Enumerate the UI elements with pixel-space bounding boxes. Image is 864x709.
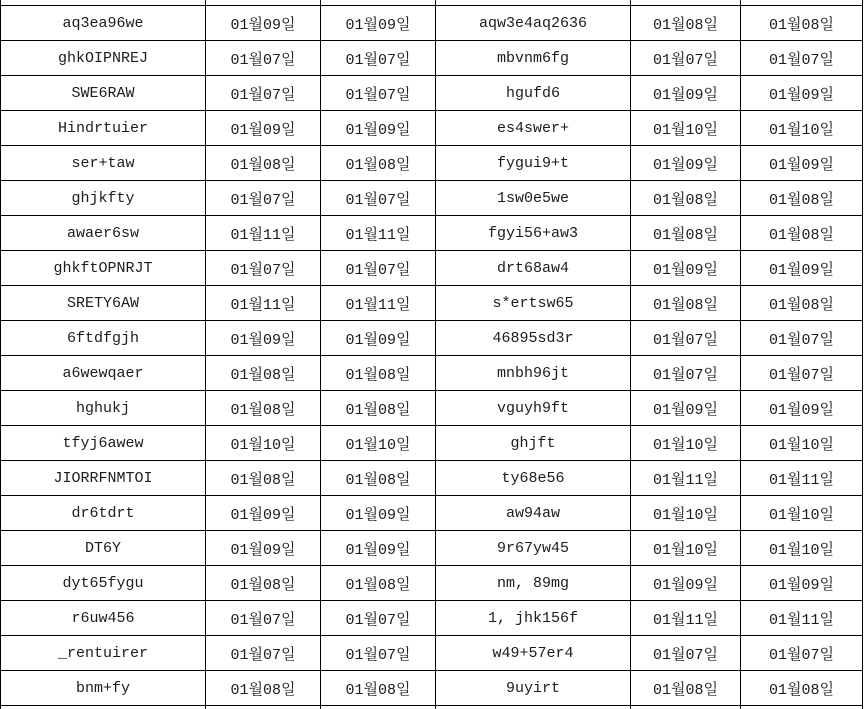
table-row bbox=[1, 391, 863, 426]
date-cell[interactable]: 01월08일 bbox=[321, 391, 436, 426]
date-cell[interactable]: 01월11일 bbox=[321, 286, 436, 321]
date-cell[interactable]: 01월08일 bbox=[741, 181, 863, 216]
item-name-cell[interactable]: ser+taw bbox=[1, 146, 206, 181]
item-name-cell[interactable]: es4swer+ bbox=[436, 111, 631, 146]
item-name-cell[interactable]: ghjkfty bbox=[1, 181, 206, 216]
table-row bbox=[1, 461, 863, 496]
item-name-cell[interactable]: awaer6sw bbox=[1, 216, 206, 251]
date-cell[interactable]: 01월08일 bbox=[741, 216, 863, 251]
item-name-cell[interactable]: drt68aw4 bbox=[436, 251, 631, 286]
date-cell[interactable]: 01월07일 bbox=[321, 601, 436, 636]
item-name-cell[interactable]: ghkftOPNRJT bbox=[1, 251, 206, 286]
table-row bbox=[1, 601, 863, 636]
date-cell[interactable]: 01월07일 bbox=[741, 636, 863, 671]
item-name-cell[interactable]: SWE6RAW bbox=[1, 76, 206, 111]
item-name-cell[interactable]: hghukj bbox=[1, 391, 206, 426]
date-cell[interactable]: 01월07일 bbox=[741, 321, 863, 356]
date-cell[interactable]: 01월09일 bbox=[321, 531, 436, 566]
item-name-cell[interactable]: r6uw456 bbox=[1, 601, 206, 636]
date-cell[interactable]: 01월07일 bbox=[206, 601, 321, 636]
date-cell[interactable]: 01월09일 bbox=[206, 531, 321, 566]
date-cell[interactable]: 01월10일 bbox=[206, 426, 321, 461]
date-cell[interactable]: 01월08일 bbox=[321, 566, 436, 601]
clipped-cell[interactable] bbox=[321, 706, 436, 709]
date-cell[interactable]: 01월08일 bbox=[631, 6, 741, 41]
date-cell[interactable]: 01월08일 bbox=[741, 286, 863, 321]
table-row bbox=[1, 671, 863, 706]
item-name-cell[interactable]: vguyh9ft bbox=[436, 391, 631, 426]
date-cell[interactable]: 01월11일 bbox=[631, 461, 741, 496]
date-cell[interactable]: 01월09일 bbox=[206, 111, 321, 146]
date-cell[interactable]: 01월10일 bbox=[631, 426, 741, 461]
item-name-cell[interactable]: ty68e56 bbox=[436, 461, 631, 496]
item-name-cell[interactable]: tfyj6awew bbox=[1, 426, 206, 461]
clipped-row-bottom bbox=[1, 706, 863, 709]
date-cell[interactable]: 01월08일 bbox=[206, 671, 321, 706]
date-cell[interactable]: 01월08일 bbox=[321, 356, 436, 391]
item-name-cell[interactable]: mnbh96jt bbox=[436, 356, 631, 391]
date-cell[interactable]: 01월09일 bbox=[741, 146, 863, 181]
item-name-cell[interactable]: SRETY6AW bbox=[1, 286, 206, 321]
date-cell[interactable]: 01월07일 bbox=[321, 251, 436, 286]
date-cell[interactable]: 01월07일 bbox=[741, 356, 863, 391]
item-name-cell[interactable]: s*ertsw65 bbox=[436, 286, 631, 321]
item-name-cell[interactable]: ghkOIPNREJ bbox=[1, 41, 206, 76]
table-row bbox=[1, 286, 863, 321]
date-cell[interactable]: 01월09일 bbox=[321, 321, 436, 356]
table-row bbox=[1, 146, 863, 181]
date-cell[interactable]: 01월09일 bbox=[631, 391, 741, 426]
date-cell[interactable]: 01월07일 bbox=[206, 251, 321, 286]
item-name-cell[interactable]: DT6Y bbox=[1, 531, 206, 566]
table-row bbox=[1, 111, 863, 146]
item-name-cell[interactable]: ghjft bbox=[436, 426, 631, 461]
date-cell[interactable]: 01월09일 bbox=[321, 111, 436, 146]
date-cell[interactable]: 01월07일 bbox=[741, 41, 863, 76]
clipped-cell[interactable] bbox=[741, 706, 863, 709]
clipped-cell[interactable] bbox=[1, 706, 206, 709]
date-cell[interactable]: 01월07일 bbox=[206, 76, 321, 111]
item-name-cell[interactable]: JIORRFNMTOI bbox=[1, 461, 206, 496]
date-cell[interactable]: 01월09일 bbox=[321, 496, 436, 531]
item-name-cell[interactable]: 1, jhk156f bbox=[436, 601, 631, 636]
date-cell[interactable]: 01월09일 bbox=[741, 251, 863, 286]
date-cell[interactable]: 01월11일 bbox=[741, 601, 863, 636]
item-name-cell[interactable]: 46895sd3r bbox=[436, 321, 631, 356]
date-cell[interactable]: 01월07일 bbox=[631, 636, 741, 671]
item-name-cell[interactable]: dr6tdrt bbox=[1, 496, 206, 531]
date-cell[interactable]: 01월08일 bbox=[631, 671, 741, 706]
table-row bbox=[1, 216, 863, 251]
date-cell[interactable]: 01월09일 bbox=[631, 251, 741, 286]
table-row bbox=[1, 6, 863, 41]
date-cell[interactable]: 01월07일 bbox=[206, 181, 321, 216]
date-cell[interactable]: 01월09일 bbox=[206, 496, 321, 531]
clipped-cell[interactable] bbox=[206, 706, 321, 709]
date-cell[interactable]: 01월11일 bbox=[321, 216, 436, 251]
item-name-cell[interactable]: bnm+fy bbox=[1, 671, 206, 706]
date-cell[interactable]: 01월08일 bbox=[321, 671, 436, 706]
table-row bbox=[1, 321, 863, 356]
date-cell[interactable]: 01월09일 bbox=[631, 146, 741, 181]
table-row bbox=[1, 636, 863, 671]
item-name-cell[interactable]: aq3ea96we bbox=[1, 6, 206, 41]
clipped-cell[interactable] bbox=[631, 706, 741, 709]
date-cell[interactable]: 01월08일 bbox=[631, 181, 741, 216]
table-row bbox=[1, 41, 863, 76]
item-name-cell[interactable]: 9uyirt bbox=[436, 671, 631, 706]
table-row bbox=[1, 356, 863, 391]
date-cell[interactable]: 01월10일 bbox=[741, 426, 863, 461]
item-name-cell[interactable]: mbvnm6fg bbox=[436, 41, 631, 76]
item-name-cell[interactable]: 9r67yw45 bbox=[436, 531, 631, 566]
date-cell[interactable]: 01월08일 bbox=[741, 671, 863, 706]
date-cell[interactable]: 01월09일 bbox=[741, 566, 863, 601]
date-cell[interactable]: 01월07일 bbox=[631, 321, 741, 356]
item-name-cell[interactable]: 6ftdfgjh bbox=[1, 321, 206, 356]
table-row bbox=[1, 426, 863, 461]
date-cell[interactable]: 01월08일 bbox=[206, 146, 321, 181]
item-name-cell[interactable]: Hindrtuier bbox=[1, 111, 206, 146]
date-cell[interactable]: 01월09일 bbox=[206, 6, 321, 41]
date-cell[interactable]: 01월11일 bbox=[206, 216, 321, 251]
date-cell[interactable]: 01월10일 bbox=[741, 531, 863, 566]
date-cell[interactable]: 01월07일 bbox=[206, 636, 321, 671]
date-cell[interactable]: 01월11일 bbox=[631, 601, 741, 636]
date-cell[interactable]: 01월10일 bbox=[631, 496, 741, 531]
date-cell[interactable]: 01월10일 bbox=[631, 531, 741, 566]
item-name-cell[interactable]: fgyi56+aw3 bbox=[436, 216, 631, 251]
item-name-cell[interactable]: aw94aw bbox=[436, 496, 631, 531]
item-name-cell[interactable]: a6wewqaer bbox=[1, 356, 206, 391]
date-cell[interactable]: 01월08일 bbox=[206, 461, 321, 496]
date-cell[interactable]: 01월10일 bbox=[631, 111, 741, 146]
date-cell[interactable]: 01월10일 bbox=[321, 426, 436, 461]
date-cell[interactable]: 01월11일 bbox=[206, 286, 321, 321]
table-body bbox=[1, 0, 863, 709]
item-name-cell[interactable]: _rentuirer bbox=[1, 636, 206, 671]
date-cell[interactable]: 01월08일 bbox=[631, 216, 741, 251]
date-cell[interactable]: 01월09일 bbox=[321, 6, 436, 41]
table-row bbox=[1, 76, 863, 111]
date-cell[interactable]: 01월11일 bbox=[741, 461, 863, 496]
date-cell[interactable]: 01월10일 bbox=[741, 111, 863, 146]
item-name-cell[interactable]: fygui9+t bbox=[436, 146, 631, 181]
table-row bbox=[1, 251, 863, 286]
item-name-cell[interactable]: nm, 89mg bbox=[436, 566, 631, 601]
item-name-cell[interactable]: hgufd6 bbox=[436, 76, 631, 111]
date-cell[interactable]: 01월07일 bbox=[321, 181, 436, 216]
date-cell[interactable]: 01월08일 bbox=[741, 6, 863, 41]
date-cell[interactable]: 01월07일 bbox=[321, 41, 436, 76]
date-cell[interactable]: 01월07일 bbox=[206, 41, 321, 76]
date-cell[interactable]: 01월08일 bbox=[206, 356, 321, 391]
item-name-cell[interactable]: aqw3e4aq2636 bbox=[436, 6, 631, 41]
date-cell[interactable]: 01월09일 bbox=[741, 76, 863, 111]
table-row bbox=[1, 181, 863, 216]
clipped-cell[interactable] bbox=[436, 706, 631, 709]
date-cell[interactable]: 01월09일 bbox=[631, 76, 741, 111]
item-name-cell[interactable]: dyt65fygu bbox=[1, 566, 206, 601]
date-cell[interactable]: 01월09일 bbox=[206, 321, 321, 356]
date-cell[interactable]: 01월07일 bbox=[321, 636, 436, 671]
table-row bbox=[1, 531, 863, 566]
table-row bbox=[1, 566, 863, 601]
date-cell[interactable]: 01월07일 bbox=[321, 76, 436, 111]
date-cell[interactable]: 01월08일 bbox=[321, 461, 436, 496]
date-cell[interactable]: 01월09일 bbox=[631, 566, 741, 601]
date-cell[interactable]: 01월07일 bbox=[631, 356, 741, 391]
item-name-cell[interactable]: w49+57er4 bbox=[436, 636, 631, 671]
date-cell[interactable]: 01월08일 bbox=[631, 286, 741, 321]
date-cell[interactable]: 01월08일 bbox=[321, 146, 436, 181]
date-cell[interactable]: 01월07일 bbox=[631, 41, 741, 76]
item-name-cell[interactable]: 1sw0e5we bbox=[436, 181, 631, 216]
date-cell[interactable]: 01월08일 bbox=[206, 391, 321, 426]
date-cell[interactable]: 01월09일 bbox=[741, 391, 863, 426]
date-cell[interactable]: 01월08일 bbox=[206, 566, 321, 601]
table-row bbox=[1, 496, 863, 531]
date-cell[interactable]: 01월10일 bbox=[741, 496, 863, 531]
